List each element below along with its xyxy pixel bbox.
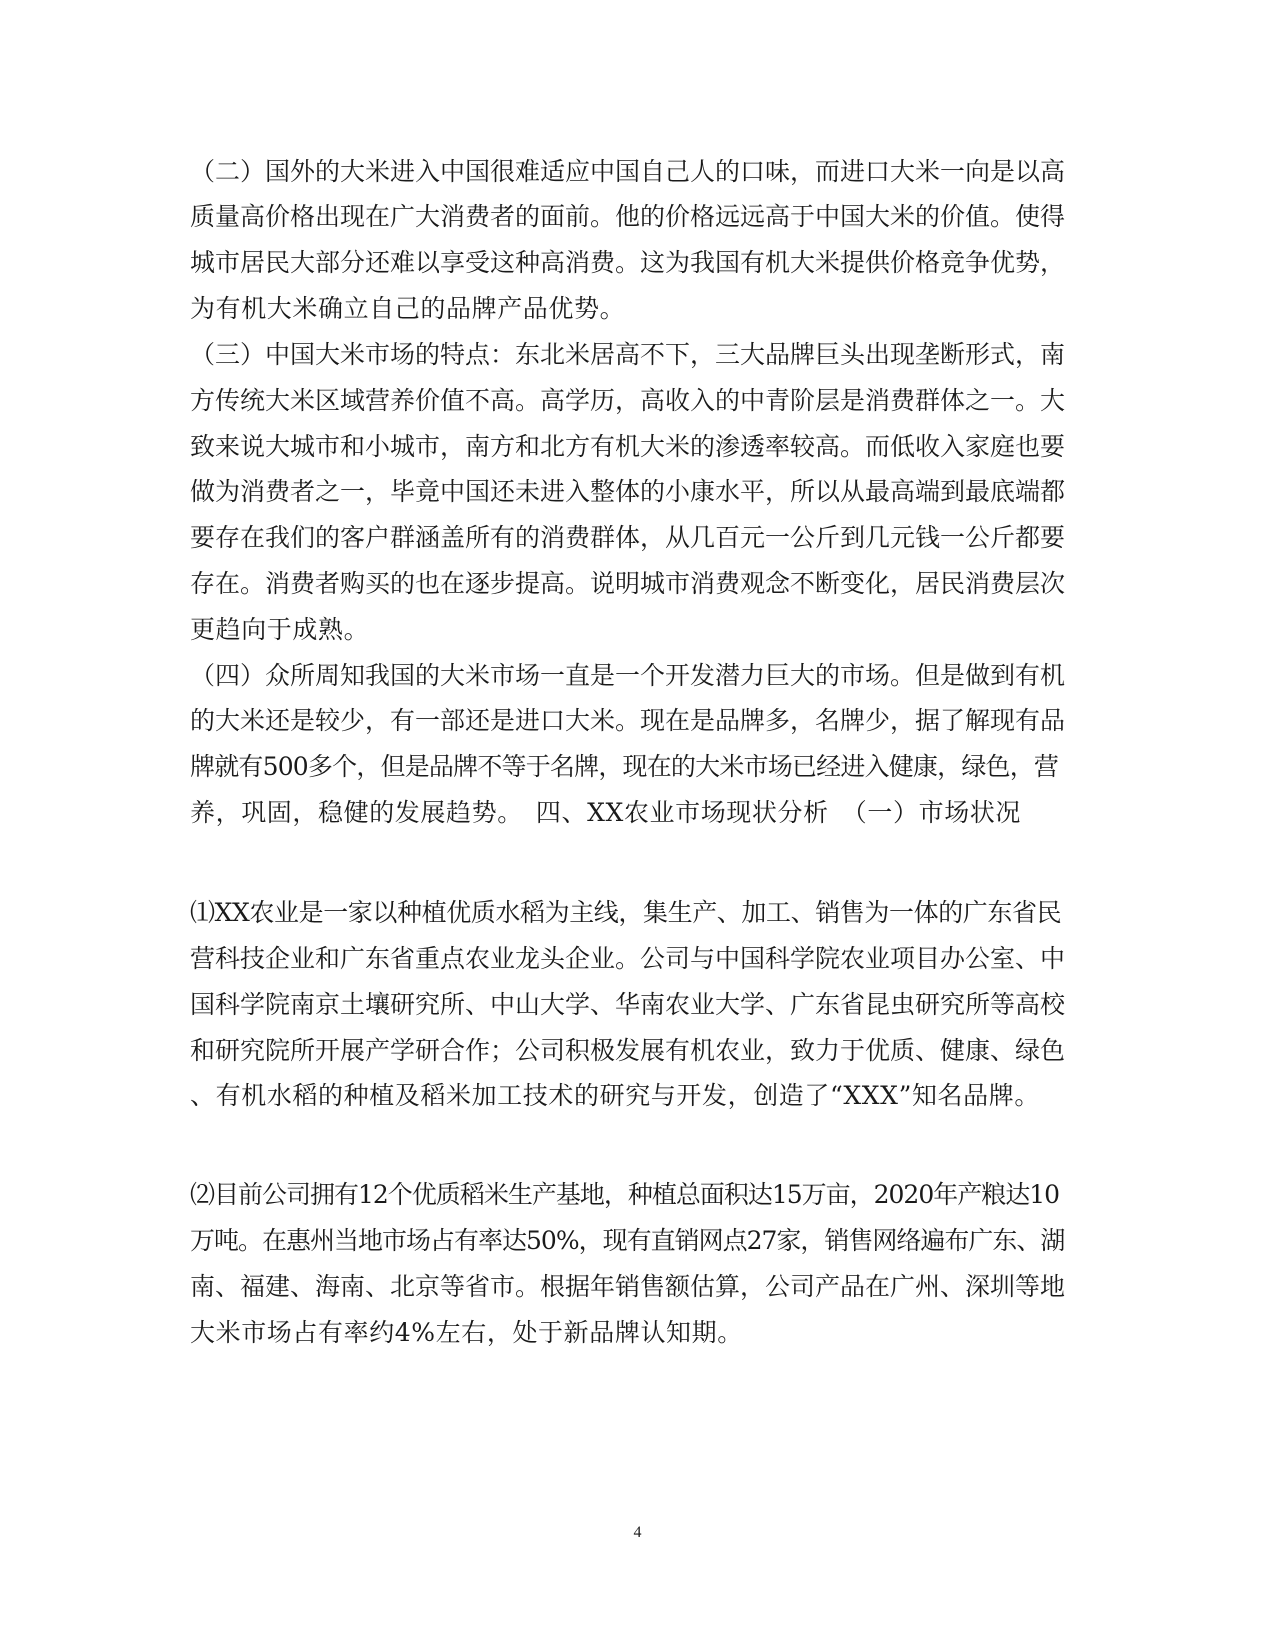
text-line: （二）国外的大米进入中国很难适应中国自己人的口味，而进口大米一向是以高 (190, 157, 1066, 186)
text-line: 存在。消费者购买的也在逐步提高。说明城市消费观念不断变化，居民消费层次 (190, 569, 1066, 598)
text-line: （四）众所周知我国的大米市场一直是一个开发潜力巨大的市场。但是做到有机 (190, 661, 1066, 690)
text-line: 的大米还是较少，有一部还是进口大米。现在是品牌多，名牌少，据了解现有品 (190, 706, 1066, 735)
text-line: 质量高价格出现在广大消费者的面前。他的价格远远高于中国大米的价值。使得 (190, 202, 1066, 231)
page-number: 4 (633, 1524, 642, 1541)
text-line: 国科学院南京土壤研究所、中山大学、华南农业大学、广东省昆虫研究所等高校 (190, 990, 1066, 1019)
text-line: 致来说大城市和小城市，南方和北方有机大米的渗透率较高。而低收入家庭也要 (190, 432, 1066, 461)
text-line: 养，巩固，稳健的发展趋势。 四、XX农业市场现状分析 （一）市场状况 (190, 798, 1021, 827)
text-line: 牌就有500多个，但是品牌不等于名牌，现在的大米市场已经进入健康，绿色，营 (190, 752, 1059, 781)
text-line: 做为消费者之一，毕竟中国还未进入整体的小康水平，所以从最高端到最底端都 (190, 477, 1066, 506)
text-line: ⑵目前公司拥有12个优质稻米生产基地，种植总面积达15万亩，2020年产粮达10 (190, 1180, 1060, 1209)
text-line: 、有机水稻的种植及稻米加工技术的研究与开发，创造了“XXX”知名品牌。 (190, 1081, 1040, 1110)
text-line: 要存在我们的客户群涵盖所有的消费群体，从几百元一公斤到几元钱一公斤都要 (190, 523, 1066, 552)
text-line: 大米市场占有率约4%左右，处于新品牌认知期。 (190, 1318, 743, 1347)
text-line: 南、福建、海南、北京等省市。根据年销售额估算，公司产品在广州、深圳等地 (190, 1272, 1066, 1301)
text-line: 和研究院所开展产学研合作；公司积极发展有机农业，致力于优质、健康、绿色 (190, 1036, 1066, 1065)
text-line: 更趋向于成熟。 (190, 615, 370, 644)
text-line: （三）中国大米市场的特点：东北米居高不下，三大品牌巨头出现垄断形式，南 (190, 340, 1066, 369)
text-line: 万吨。在惠州当地市场占有率达50%，现有直销网点27家，销售网络遍布广东、湖 (190, 1226, 1065, 1255)
text-line: 营科技企业和广东省重点农业龙头企业。公司与中国科学院农业项目办公室、中 (190, 944, 1066, 973)
text-line: 为有机大米确立自己的品牌产品优势。 (190, 294, 626, 323)
text-line: 城市居民大部分还难以享受这种高消费。这为我国有机大米提供价格竞争优势， (190, 248, 1066, 277)
text-line: ⑴XX农业是一家以种植优质水稻为主线，集生产、加工、销售为一体的广东省民 (190, 898, 1062, 927)
text-line: 方传统大米区域营养价值不高。高学历，高收入的中青阶层是消费群体之一。大 (190, 386, 1066, 415)
